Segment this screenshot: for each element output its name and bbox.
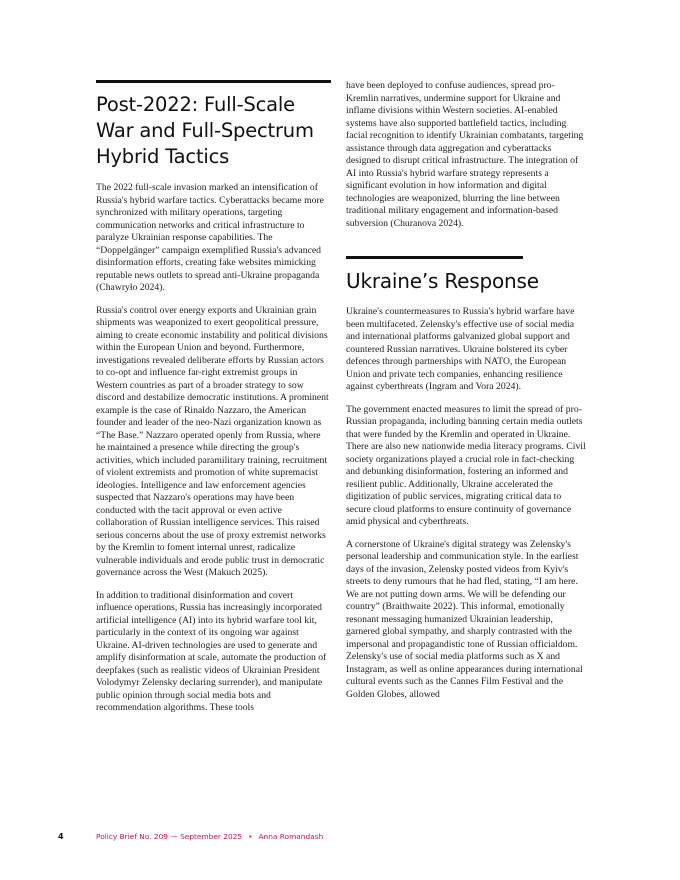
publication-label: Policy Brief No. 209 — September 2025 — [96, 832, 243, 841]
footer-citation — [96, 832, 323, 841]
body-paragraph-continued: have been deployed to confuse audiences, spread pro-Kremlin narratives, undermine support for Ukraine and inflame divisions within Western societies. AI-enabled systems have also supported battlefield tactics, including facial recognition to identify Ukrainian combatants, targeting assistance through data aggregation and cyberattacks designed to disrupt critical infrastructure. The integration of AI into Russia's hybrid warfare strategy represents a significant evolution in how information and digital technologies are weaponized, blurring the line between traditional military engagement and information-based subversion (Churanova 2024). — [346, 80, 584, 229]
body-paragraph: Russia's control over energy exports and Ukrainian grain shipments was weaponized to exert geopolitical pressure, aiming to create economic instability and political divisions within the European Union and beyond. Furthermore, investigations revealed deliberate efforts by Russian actors to co-opt and influence far-right extremist groups in Western countries as part of a broader strategy to sow discord and destabilize democratic institutions. A prominent example is the case of Rinaldo Nazzaro, the American founder and leader of the neo-Nazi organization known as “The Base.” Nazzaro operated openly from Russia, where he maintained a presence while directing the group's activities, which included paramilitary training, recruitment of violent extremists and promotion of white supremacist ideologies. Intelligence and law enforcement agencies suspected that Nazzaro's operations may have been conducted with the tacit approval or even active collaboration of Russian intelligence services. This raised serious concerns about the use of proxy extremist networks by the Kremlin to foment internal unrest, radicalize vulnerable individuals and erode public trust in democratic governance across the West (Makuch 2025). — [96, 304, 329, 578]
page-footer — [0, 832, 680, 844]
section-heading-post-2022: Post-2022: Full-Scale War and Full-Spectrum Hybrid Tactics — [96, 93, 314, 168]
body-paragraph: Ukraine's countermeasures to Russia's hybrid warfare have been multifaceted. Zelensky's effective use of social media and international platforms galvanized global support and countered Russian narratives. Ukraine bolstered its cyber defences through partnerships with NATO, the European Union and private tech companies, enhancing resilience against cyberthreats (Ingram and Vora 2024). — [346, 306, 575, 392]
body-paragraph: The 2022 full-scale invasion marked an intensification of Russia's hybrid warfare tactics. Cyberattacks became more synchronized with military operations, targeting communication networks and critical infrastructure to paralyze Ukrainian response capabilities. The “Doppelgänger” campaign exemplified Russia's advanced disinformation efforts, creating fake websites mimicking reputable news outlets to spread anti-Ukraine propaganda (Chawryło 2024). — [96, 182, 324, 293]
body-paragraph: A cornerstone of Ukraine's digital strategy was Zelensky's personal leadership and communication style. In the earliest days of the invasion, Zelensky posted videos from Kyiv's streets to deny rumours that he had fled, stating, “I am here. We are not putting down arms. We will be defending our country” (Braithwaite 2022). This informal, emotionally resonant messaging humanized Ukrainian leadership, garnered global sympathy, and sharply contrasted with the impersonal and propagandistic tone of Russian officialdom. Zelensky's use of social media platforms such as X and Instagram, as well as online appearances during international cultural events such as the Cannes Film Festival and the Golden Globes, allowed — [346, 538, 583, 700]
section-rule — [96, 80, 331, 83]
section-rule — [346, 256, 523, 259]
author-name: Anna Romandash — [258, 832, 324, 841]
right-column — [346, 80, 586, 711]
ukraine-response-section — [346, 256, 586, 701]
body-paragraph: The government enacted measures to limit the spread of pro-Russian propaganda, including banning certain media outlets that were funded by the Kremlin and operated in Ukraine. There are also new nationwide media literacy programs. Civil society organizations played a crucial role in fact-checking and debunking disinformation, fostering an informed and resilient public. Additionally, Ukraine accelerated the digitization of public services, migrating critical data to secure cloud platforms to ensure continuity of governance amid physical and cyberthreats. — [346, 403, 586, 527]
body-paragraph: In addition to traditional disinformation and covert influence operations, Russia has increasingly incorporated artificial intelligence (AI) into its hybrid warfare tool kit, particularly in the context of its ongoing war against Ukraine. AI-driven technologies are used to generate and amplify disinformation at scale, automate the production of deepfakes (such as realistic videos of Ukrainian President Volodymyr Zelensky declaring surrender), and manipulate public opinion through social media bots and recommendation algorithms. These tools — [96, 589, 327, 713]
left-column — [96, 80, 331, 725]
bullet-separator: • — [248, 832, 253, 841]
page-number: 4 — [58, 832, 64, 841]
section-heading-ukraine-response: Ukraine’s Response — [346, 269, 539, 293]
